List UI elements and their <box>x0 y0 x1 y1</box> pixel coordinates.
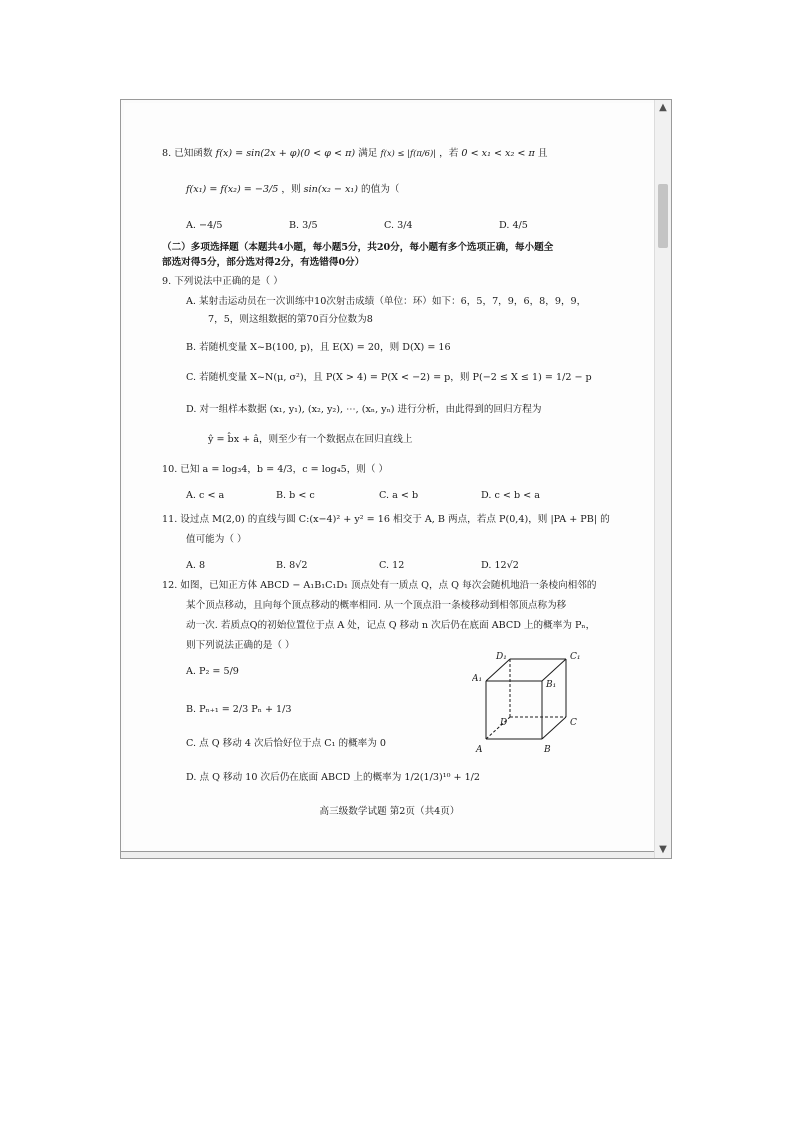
q10-option-b: B. b < c <box>276 490 315 501</box>
exam-page <box>124 103 655 851</box>
q8-option-c: C. 3/4 <box>384 220 413 231</box>
q11-option-b: B. 8√2 <box>276 560 308 571</box>
section2-heading-line2: 部选对得5分，部分选对得2分，有选错得0分） <box>162 257 365 268</box>
cube-label-b: B <box>544 745 551 753</box>
q9-option-d-line1: D. 对一组样本数据 (x₁, y₁), (x₂, y₂), ⋯, (xₙ, yₙ) 进行分析，由此得到的回归方程为 <box>186 404 542 415</box>
cube-label-c: C <box>570 718 577 728</box>
q12-option-a: A. P₂ = 5/9 <box>186 666 239 677</box>
cube-label-b1: B₁ <box>546 680 557 690</box>
cube-label-d: D <box>500 718 508 728</box>
cube-label-a1: A₁ <box>472 674 483 684</box>
q10-option-c: C. a < b <box>379 490 419 501</box>
q8-option-b: B. 3/5 <box>289 220 318 231</box>
q10-stem: 10. 已知 a = log₃4，b = 4/3，c = log₄5，则（ ） <box>162 464 389 475</box>
q9-option-a-line2: 7，5，则这组数据的第70百分位数为8 <box>208 314 373 325</box>
scroll-thumb[interactable] <box>658 184 668 248</box>
q12-stem-line2: 某个顶点移动，且向每个顶点移动的概率相同. 从一个顶点沿一条棱移动到相邻顶点称为移 <box>186 600 567 611</box>
q11-stem-line1: 11. 设过点 M(2,0) 的直线与圆 C:(x−4)² + y² = 16 相交于 A, B 两点，若点 P(0,4)，则 |PA + PB| 的 <box>162 514 610 525</box>
section2-heading-line1: （二）多项选择题（本题共4小题，每小题5分，共20分，每小题有多个选项正确，每小题全 <box>162 242 554 253</box>
scroll-up-icon[interactable]: ▲ <box>659 102 667 113</box>
q12-stem-line3: 动一次. 若质点Q的初始位置位于点 A 处，记点 Q 移动 n 次后仍在底面 ABCD 上的概率为 Pₙ， <box>186 620 596 631</box>
q12-stem-line4: 则下列说法正确的是（ ） <box>186 640 295 651</box>
q9-option-d-line2: ŷ = b̂x + â，则至少有一个数据点在回归直线上 <box>208 434 413 445</box>
document-viewer <box>120 99 672 859</box>
q10-option-a: A. c < a <box>186 490 225 501</box>
q9-option-c: C. 若随机变量 X~N(μ, σ²)，且 P(X > 4) = P(X < −2) = p，则 P(−2 ≤ X ≤ 1) = 1/2 − p <box>186 372 592 383</box>
horizontal-scrollbar[interactable] <box>121 851 656 858</box>
q8-line2: f(x₁) = f(x₂) = −3/5 ，则 sin(x₂ − x₁) 的值为（ <box>186 184 400 195</box>
page-footer: 高三级数学试题 第2页（共4页） <box>319 806 460 817</box>
q11-option-c: C. 12 <box>379 560 405 571</box>
scroll-down-icon[interactable]: ▼ <box>659 844 667 855</box>
cube-figure <box>472 651 594 753</box>
q12-option-d: D. 点 Q 移动 10 次后仍在底面 ABCD 上的概率为 1/2(1/3)¹⁰ + 1/2 <box>186 772 481 783</box>
q9-option-b: B. 若随机变量 X~B(100, p)，且 E(X) = 20，则 D(X) = 16 <box>186 342 451 353</box>
q10-option-d: D. c < b < a <box>481 490 540 501</box>
q11-stem-line2: 值可能为（ ） <box>186 534 247 545</box>
vertical-scrollbar[interactable] <box>654 100 671 858</box>
q11-option-d: D. 12√2 <box>481 560 519 571</box>
q8-option-a: A. −4/5 <box>186 220 223 231</box>
q12-option-b: B. Pₙ₊₁ = 2/3 Pₙ + 1/3 <box>186 704 292 715</box>
q11-option-a: A. 8 <box>186 560 206 571</box>
q12-stem-line1: 12. 如图，已知正方体 ABCD − A₁B₁C₁D₁ 顶点处有一质点 Q，点 Q 每次会随机地沿一条棱向相邻的 <box>162 580 597 591</box>
q12-option-c: C. 点 Q 移动 4 次后恰好位于点 C₁ 的概率为 0 <box>186 738 387 749</box>
q8-line1: 8. 已知函数 f(x) = sin(2x + φ)(0 < φ < π) 满足 f(x) ≤ |f(π/6)| ，若 0 < x₁ < x₂ < π 且 <box>162 148 548 159</box>
cube-label-c1: C₁ <box>570 652 581 662</box>
q8-option-d: D. 4/5 <box>499 220 528 231</box>
q9-stem: 9. 下列说法中正确的是（ ） <box>162 276 283 287</box>
q9-option-a-line1: A. 某射击运动员在一次训练中10次射击成绩（单位：环）如下：6，5，7，9，6，8，9，9， <box>186 296 587 307</box>
cube-label-a: A <box>476 745 483 753</box>
cube-label-d1: D₁ <box>496 652 507 662</box>
